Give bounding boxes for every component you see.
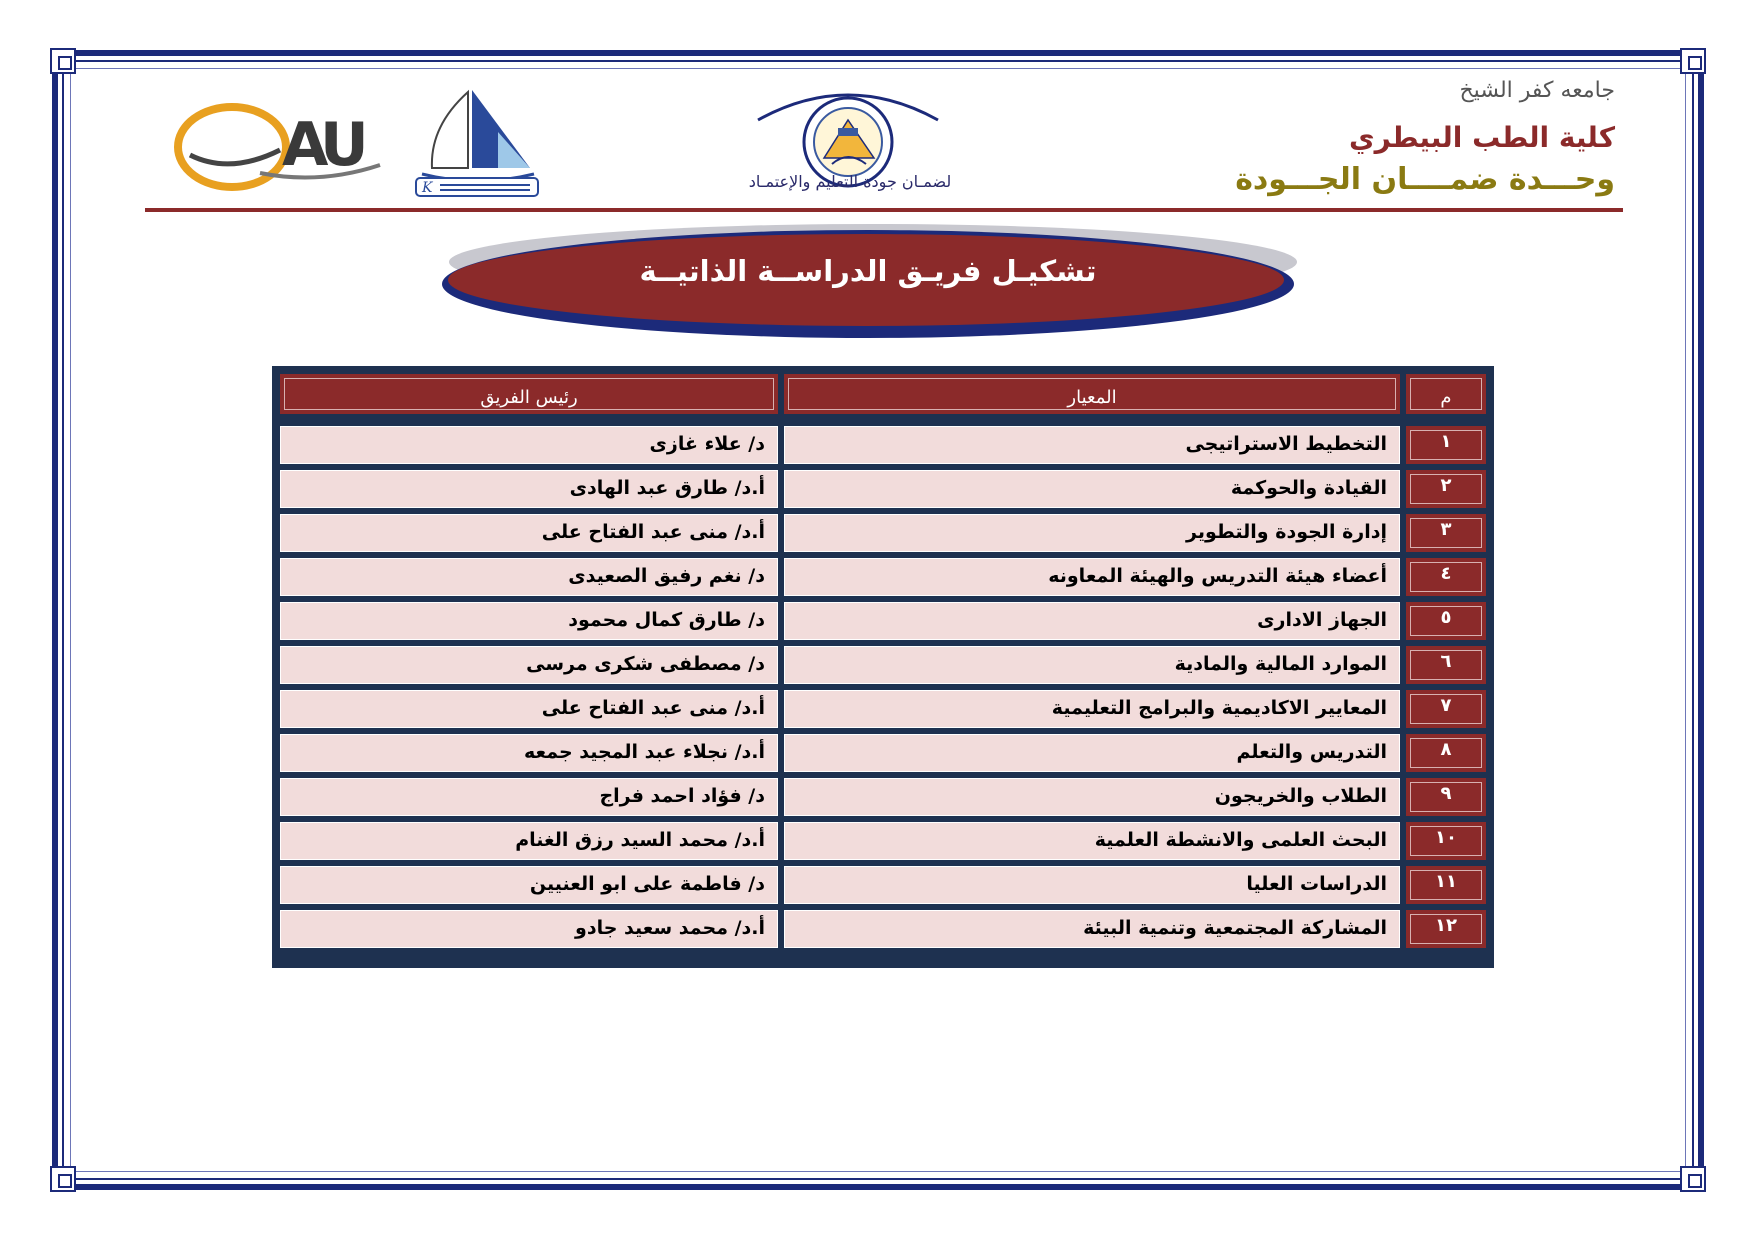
row-11-num xyxy=(1406,866,1486,904)
row-5-num xyxy=(1406,602,1486,640)
criterion-text: التدريس والتعلم xyxy=(1236,741,1387,763)
row-10-num xyxy=(1406,822,1486,860)
team-head-text: أ.د/ محمد سعيد جادو xyxy=(575,917,765,939)
row-6-num xyxy=(1406,646,1486,684)
row-number: ٦ xyxy=(1440,651,1452,672)
team-head-text: د/ فؤاد احمد فراج xyxy=(599,785,765,807)
corner-ornament xyxy=(50,48,76,74)
team-table xyxy=(272,366,1494,968)
team-head-text: د/ فاطمة على ابو العنيين xyxy=(529,873,765,895)
row-4-num xyxy=(1406,558,1486,596)
criterion-text: الطلاب والخريجون xyxy=(1214,785,1387,807)
row-6-criterion xyxy=(784,646,1400,684)
header-num xyxy=(1406,374,1486,414)
criterion-text: الجهاز الادارى xyxy=(1257,609,1387,631)
team-head-text: د/ نغم رفيق الصعيدى xyxy=(568,565,765,587)
row-2-criterion xyxy=(784,470,1400,508)
criterion-text: أعضاء هيئة التدريس والهيئة المعاونه xyxy=(1048,565,1387,587)
row-10-criterion xyxy=(784,822,1400,860)
row-1-num xyxy=(1406,426,1486,464)
faculty-logo xyxy=(170,95,390,205)
row-10-head xyxy=(280,822,778,860)
criterion-text: الدراسات العليا xyxy=(1246,873,1387,895)
team-head-text: أ.د/ منى عبد الفتاح على xyxy=(541,521,765,543)
header-num-label: م xyxy=(1440,387,1452,408)
row-9-head xyxy=(280,778,778,816)
row-number: ٨ xyxy=(1440,739,1452,760)
row-number: ٧ xyxy=(1440,695,1452,716)
header-criterion xyxy=(784,374,1400,414)
criterion-text: التخطيط الاستراتيجى xyxy=(1185,433,1387,455)
title-banner xyxy=(438,218,1298,340)
criterion-text: البحث العلمى والانشطة العلمية xyxy=(1094,829,1387,851)
row-6-head xyxy=(280,646,778,684)
team-head-text: أ.د/ نجلاء عبد المجيد جمعه xyxy=(523,741,765,763)
corner-ornament xyxy=(50,1166,76,1192)
row-number: ٤ xyxy=(1440,563,1452,584)
row-number: ١ xyxy=(1440,431,1452,452)
team-head-text: د/ مصطفى شكرى مرسى xyxy=(526,653,765,675)
row-5-criterion xyxy=(784,602,1400,640)
row-9-num xyxy=(1406,778,1486,816)
row-4-head xyxy=(280,558,778,596)
criterion-text: المشاركة المجتمعية وتنمية البيئة xyxy=(1083,917,1387,939)
header-divider xyxy=(145,208,1623,212)
row-number: ١٢ xyxy=(1435,915,1457,936)
naqaae-caption: لضمـان جودة التعليم والإعتمـاد xyxy=(748,172,952,191)
row-12-head xyxy=(280,910,778,948)
row-number: ١٠ xyxy=(1435,827,1457,848)
row-8-num xyxy=(1406,734,1486,772)
svg-text:A: A xyxy=(282,110,329,180)
row-7-criterion xyxy=(784,690,1400,728)
row-number: ١١ xyxy=(1435,871,1457,892)
criterion-text: إدارة الجودة والتطوير xyxy=(1186,521,1387,543)
row-5-head xyxy=(280,602,778,640)
faculty-name: كلية الطب البيطري xyxy=(1349,121,1615,154)
svg-text:U: U xyxy=(320,110,369,180)
page-title: تشكيـل فريـق الدراســة الذاتيــة xyxy=(639,254,1097,288)
svg-text:K: K xyxy=(422,180,433,196)
quality-unit-name: وحـــدة ضمــــان الجـــودة xyxy=(1235,162,1615,197)
team-head-text: أ.د/ منى عبد الفتاح على xyxy=(541,697,765,719)
row-3-head xyxy=(280,514,778,552)
criterion-text: الموارد المالية والمادية xyxy=(1174,653,1387,675)
row-12-criterion xyxy=(784,910,1400,948)
corner-ornament xyxy=(1680,48,1706,74)
row-7-num xyxy=(1406,690,1486,728)
row-3-criterion xyxy=(784,514,1400,552)
row-3-num xyxy=(1406,514,1486,552)
row-1-criterion xyxy=(784,426,1400,464)
row-12-num xyxy=(1406,910,1486,948)
row-2-head xyxy=(280,470,778,508)
row-11-head xyxy=(280,866,778,904)
row-number: ٣ xyxy=(1440,519,1452,540)
university-name: جامعه كفر الشيخ xyxy=(1459,78,1615,103)
header-criterion-label: المعيار xyxy=(1067,387,1117,408)
team-head-text: د/ علاء غازى xyxy=(649,433,765,455)
kafrelsheikh-university-logo xyxy=(412,86,542,198)
row-9-criterion xyxy=(784,778,1400,816)
criterion-text: القيادة والحوكمة xyxy=(1230,477,1387,499)
criterion-text: المعايير الاكاديمية والبرامج التعليمية xyxy=(1051,697,1387,719)
row-8-criterion xyxy=(784,734,1400,772)
row-8-head xyxy=(280,734,778,772)
team-head-text: أ.د/ محمد السيد رزق الغنام xyxy=(515,829,765,851)
row-number: ٩ xyxy=(1440,783,1452,804)
row-2-num xyxy=(1406,470,1486,508)
header-team-head xyxy=(280,374,778,414)
header-titles xyxy=(1235,78,1615,197)
team-head-text: أ.د/ طارق عبد الهادى xyxy=(569,477,765,499)
row-1-head xyxy=(280,426,778,464)
team-head-text: د/ طارق كمال محمود xyxy=(568,609,765,631)
corner-ornament xyxy=(1680,1166,1706,1192)
row-11-criterion xyxy=(784,866,1400,904)
row-7-head xyxy=(280,690,778,728)
header-team-head-label: رئيس الفريق xyxy=(480,387,578,408)
row-number: ٥ xyxy=(1440,607,1452,628)
row-number: ٢ xyxy=(1440,475,1452,496)
row-4-criterion xyxy=(784,558,1400,596)
